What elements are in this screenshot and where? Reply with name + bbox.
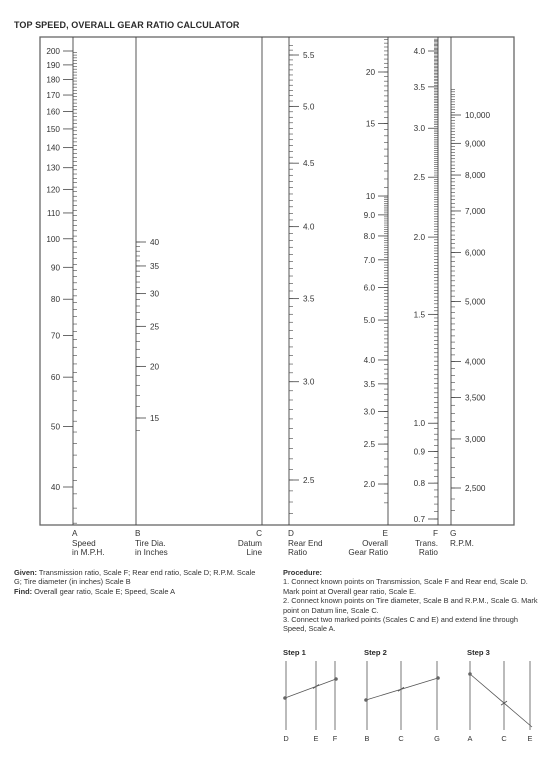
scale-g-letter: G xyxy=(450,529,457,538)
step-1-connector xyxy=(285,679,336,698)
scale-d-letter: D xyxy=(288,529,294,538)
scale-e-tick-label: 2.0 xyxy=(363,480,375,489)
given-label: Given: xyxy=(14,568,37,577)
scale-a-tick-label: 200 xyxy=(46,47,60,56)
scale-f-tick-label: 0.9 xyxy=(413,447,425,457)
scale-f-tick-label: 1.0 xyxy=(413,419,425,429)
scale-b-letter: B xyxy=(135,529,141,538)
scale-b-tick-label: 30 xyxy=(150,289,160,299)
step-2-point xyxy=(436,676,440,680)
scale-d-tick-label: 4.0 xyxy=(303,222,315,232)
step-1-point xyxy=(283,696,287,700)
step-2-letter: B xyxy=(364,734,370,743)
scale-b-name: Tire Dia. xyxy=(135,539,166,548)
scale-c-name: Line xyxy=(246,548,262,557)
scale-g-tick-label: 9,000 xyxy=(465,139,486,149)
scale-e-tick-label: 15 xyxy=(365,119,375,129)
scale-d-tick-label: 5.0 xyxy=(303,102,315,112)
step-1-letter: E xyxy=(313,734,319,743)
procedure-step-3: 3. Connect two marked points (Scales C and E) and extend line through Speed, Scale A. xyxy=(283,615,518,634)
scale-a-letter: A xyxy=(72,529,78,538)
scale-e-tick-label: 2.5 xyxy=(363,440,375,450)
scale-f-tick-label: 3.0 xyxy=(413,124,425,134)
scale-f-tick-label: 1.5 xyxy=(413,310,425,320)
scale-d-name: Rear End xyxy=(288,539,323,548)
step-3-letter: A xyxy=(467,734,473,743)
procedure-title: Procedure: xyxy=(283,568,323,577)
scale-c-letter: C xyxy=(256,529,262,538)
scale-e-name: Gear Ratio xyxy=(348,548,388,557)
scale-a-tick-label: 140 xyxy=(46,143,60,153)
scale-e-name: Overall xyxy=(362,539,388,548)
scale-a-tick-label: 160 xyxy=(46,107,60,117)
scale-e-tick-label: 3.5 xyxy=(363,379,375,389)
scale-a-tick-label: 120 xyxy=(46,185,60,195)
step-3-point xyxy=(468,672,472,676)
scale-g-tick-label: 5,000 xyxy=(465,297,486,307)
scale-f-tick-label: 0.7 xyxy=(413,515,425,524)
scale-a-name: Speed xyxy=(72,539,96,548)
step-1-letter: D xyxy=(283,734,289,743)
scale-a-tick-label: 190 xyxy=(46,60,60,70)
find-label: Find: xyxy=(14,586,33,596)
scale-g-tick-label: 2,500 xyxy=(465,484,486,493)
scale-f-tick-label: 0.8 xyxy=(413,479,425,489)
scale-f-tick-label: 4.0 xyxy=(413,47,425,56)
scale-f-tick-label: 3.5 xyxy=(413,82,425,92)
page-title: TOP SPEED, OVERALL GEAR RATIO CALCULATOR xyxy=(14,20,240,30)
scale-a-tick-label: 60 xyxy=(50,373,60,383)
scale-a-tick-label: 110 xyxy=(46,208,60,218)
step-1-point xyxy=(334,677,338,681)
scale-b-tick-label: 40 xyxy=(150,238,160,247)
step-3-connector xyxy=(470,674,532,727)
scale-d-tick-label: 2.5 xyxy=(303,476,315,485)
scale-g-tick-label: 3,000 xyxy=(465,434,486,444)
scale-d-tick-label: 5.5 xyxy=(303,51,315,60)
step-1-letter: F xyxy=(332,734,338,743)
step-1-title: Step 1 xyxy=(283,648,306,657)
scale-e-tick-label: 4.0 xyxy=(363,355,375,365)
scale-a-tick-label: 50 xyxy=(50,422,60,432)
scale-f-tick-label: 2.0 xyxy=(413,233,425,243)
procedure-step-2: 2. Connect known points on Tire diameter, Scale B and R.P.M., Scale G. Mark point on Datum line, Scale C. xyxy=(283,596,538,615)
scale-a-name: in M.P.H. xyxy=(72,548,105,557)
procedure-block xyxy=(283,568,543,634)
given-block xyxy=(14,568,259,596)
scale-d-name: Ratio xyxy=(288,548,308,557)
scale-e-tick-label: 3.0 xyxy=(363,407,375,417)
procedure-step-1: 1. Connect known points on Transmission, Scale F and Rear end, Scale D. Mark point at Overall gear ratio, Scale E. xyxy=(283,577,528,596)
step-3-title: Step 3 xyxy=(467,648,490,657)
scale-a-tick-label: 90 xyxy=(50,263,60,273)
scale-f-letter: F xyxy=(432,529,438,538)
scale-a-tick-label: 80 xyxy=(50,295,60,305)
scale-b-tick-label: 25 xyxy=(150,322,160,332)
scale-g-tick-label: 8,000 xyxy=(465,171,486,181)
scale-e-tick-label: 6.0 xyxy=(363,283,375,293)
scale-a-tick-label: 70 xyxy=(50,331,60,341)
chart-frame xyxy=(40,37,514,525)
step-2-title: Step 2 xyxy=(364,648,387,657)
scale-b-tick-label: 20 xyxy=(150,362,160,372)
scale-e-tick-label: 7.0 xyxy=(363,255,375,265)
scale-g-tick-label: 7,000 xyxy=(465,206,486,216)
step-2-mark xyxy=(398,687,404,691)
scale-d-tick-label: 3.0 xyxy=(303,377,315,387)
scale-b-tick-label: 35 xyxy=(150,261,160,271)
scale-c-name: Datum xyxy=(237,539,262,548)
scale-b-tick-label: 15 xyxy=(150,414,160,423)
scale-a-tick-label: 180 xyxy=(46,75,60,85)
step-2-letter: G xyxy=(434,734,440,743)
given-text: Transmission ratio, Scale F; Rear end ratio, Scale D; R.P.M. Scale G; Tire diameter (in inches) Scale B xyxy=(14,568,256,587)
step-2-letter: C xyxy=(398,734,404,743)
step-2-connector xyxy=(366,678,438,700)
step-3-letter: C xyxy=(501,734,507,743)
scale-g-tick-label: 6,000 xyxy=(465,248,486,258)
scale-g-tick-label: 4,000 xyxy=(465,357,486,367)
scale-e-tick-label: 10 xyxy=(365,192,375,202)
step-2-point xyxy=(364,698,368,702)
scale-e-tick-label: 9.0 xyxy=(363,210,375,220)
find-text: Overall gear ratio, Scale E; Speed, Scale A xyxy=(34,586,176,596)
scale-f-tick-label: 2.5 xyxy=(413,173,425,183)
scale-e-tick-label: 5.0 xyxy=(363,316,375,326)
step-3-mark xyxy=(501,701,507,705)
scale-b-name: in Inches xyxy=(135,548,168,557)
scale-g-tick-label: 3,500 xyxy=(465,393,486,403)
scale-f-name: Ratio xyxy=(418,548,438,557)
scale-g-name: R.P.M. xyxy=(450,539,474,548)
scale-d-tick-label: 3.5 xyxy=(303,294,315,304)
scale-e-tick-label: 8.0 xyxy=(363,231,375,241)
step-3-letter: E xyxy=(527,734,533,743)
scale-e-letter: E xyxy=(382,529,388,538)
scale-a-tick-label: 150 xyxy=(46,124,60,134)
step-1-mark xyxy=(313,684,319,688)
scale-f-name: Trans. xyxy=(415,539,438,548)
scale-e-tick-label: 20 xyxy=(365,68,375,77)
scale-a-tick-label: 100 xyxy=(46,234,60,244)
scale-d-tick-label: 4.5 xyxy=(303,159,315,169)
scale-a-tick-label: 170 xyxy=(46,91,60,101)
scale-a-tick-label: 130 xyxy=(46,163,60,173)
scale-a-tick-label: 40 xyxy=(50,483,60,492)
scale-g-tick-label: 10,000 xyxy=(465,111,491,120)
